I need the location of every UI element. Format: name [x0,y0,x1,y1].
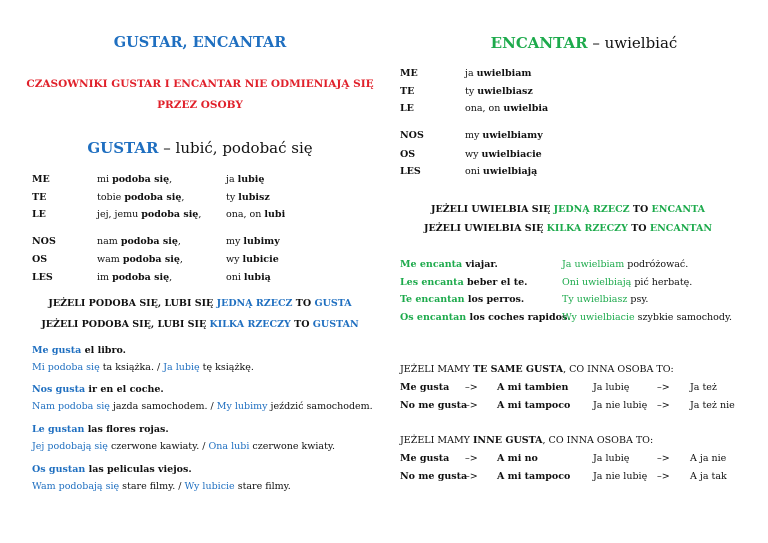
phrase-verb: podoba się [122,254,180,265]
arrow: –> [465,453,478,464]
example-spanish [400,294,524,305]
pronoun-label: ME [400,68,418,79]
phrase-verb: uwielbiają [482,166,538,177]
example-verb: My lubimy [216,401,268,412]
statement-polish: Ja nie lubię [593,471,648,482]
polish-phrase [465,86,533,97]
example-verb: Nos gusta [32,384,86,395]
example-verb: Ja lubię [163,362,200,373]
example-verb: Wy uwielbiacie [562,312,635,323]
polish-phrase [226,174,264,185]
phrase-pre: ty [465,86,478,97]
phrase-pre: my [226,236,244,247]
rule-highlight: KILKA RZECZY [209,319,291,330]
polish-phrase [465,103,548,114]
example-polish [32,481,291,492]
rule-text: TO [292,298,315,309]
example-verb: Jej podobają się [32,441,108,452]
arrow: –> [465,471,478,482]
example-rest: jazda samochodem. / [109,401,217,412]
rule-text: JEŻELI PODOBA SIĘ, LUBI SIĘ [41,319,210,330]
phrase-pre: im [97,272,113,283]
phrase-pre: my [465,130,483,141]
example-polish [562,294,648,305]
response: A mi tampoco [497,471,571,482]
pronoun-label: ME [32,174,50,185]
example-rest: los coches rapidos. [466,312,571,323]
arrow: –> [657,400,670,411]
rule-text: JEŻELI UWIELBIA SIĘ [423,223,547,234]
statement-polish: Ja nie lubię [593,400,648,411]
intro-text: , CO INNA OSOBA TO: [563,364,674,375]
pronoun-label: TE [32,192,47,203]
polish-phrase [465,149,542,160]
example-verb: Os encantan [400,312,467,323]
polish-phrase [226,254,279,265]
rule-highlight: KILKA RZECZY [546,223,628,234]
example-rest: ta książka. / [99,362,164,373]
phrase-verb: podoba się [120,236,178,247]
phrase-pre: oni [226,272,244,283]
polish-phrase [226,192,270,203]
rule-text: TO [627,223,650,234]
example-verb: Ja uwielbiam [562,259,625,270]
example-verb: Nam podoba się [32,401,110,412]
statement-polish: Ja lubię [593,453,630,464]
example-rest: podróżować. [624,259,689,270]
response: A mi no [497,453,538,464]
pronoun-label: LES [400,166,421,177]
pronoun-label: OS [32,254,48,265]
encantar-heading [400,34,768,52]
phrase-pre: mi [97,174,113,185]
example-verb: Te encantan [400,294,465,305]
intro-text: JEŻELI MAMY [400,435,473,446]
phrase-verb: uwielbiasz [477,86,533,97]
example-polish [32,401,373,412]
pronoun-label: LE [32,209,46,220]
arrow: –> [657,382,670,393]
rule-verb: ENCANTAN [649,223,713,234]
example-verb: Ona lubi [208,441,250,452]
polish-phrase [465,68,531,79]
phrase-verb: podoba się [141,209,199,220]
phrase-post: , [181,192,185,203]
example-rest: ir en el coche. [85,384,164,395]
statement: Me gusta [400,382,450,393]
phrase-verb: podoba się [112,174,170,185]
gustar-rule-2 [0,319,400,330]
example-rest: jeździć samochodem. [267,401,373,412]
example-rest: stare filmy. / [119,481,185,492]
phrase-verb: lubią [243,272,271,283]
phrase-pre: wy [226,254,243,265]
phrase-verb: lubicie [242,254,279,265]
example-rest: szybkie samochody. [634,312,733,323]
intro-text: , CO INNA OSOBA TO: [542,435,654,446]
encantar-word: ENCANTAR [490,34,588,52]
red-note [0,74,400,116]
example-rest: beber el te. [463,277,528,288]
example-verb: Le gustan [32,424,85,435]
dative-phrase [97,254,183,265]
phrase-post: , [198,209,202,220]
rule-text: JEŻELI UWIELBIA SIĘ [430,204,554,215]
encantar-rule-1 [400,204,736,215]
phrase-post: , [179,254,183,265]
phrase-verb: uwielbiam [476,68,532,79]
red-note-line2: PRZEZ OSOBY [157,99,243,111]
example-spanish [400,277,527,288]
example-polish [32,362,254,373]
example-verb: Ty uwielbiasz [562,294,628,305]
example-verb: Me encanta [400,259,463,270]
example-polish [562,312,732,323]
example-verb: Wam podobają się [32,481,120,492]
intro-text: JEŻELI MAMY [400,364,473,375]
polish-phrase [465,130,543,141]
response-polish: Ja też nie [690,400,735,411]
pronoun-label: OS [400,149,416,160]
left-title: GUSTAR, ENCANTAR [113,34,287,51]
rule-text: JEŻELI PODOBA SIĘ, LUBI SIĘ [48,298,217,309]
example-rest: las flores rojas. [84,424,169,435]
phrase-pre: jej, jemu [97,209,142,220]
phrase-pre: ja [465,68,477,79]
example-spanish [400,312,571,323]
arrow: –> [657,453,670,464]
phrase-verb: uwielbiamy [482,130,543,141]
polish-phrase [226,209,285,220]
example-spanish [32,424,169,435]
example-rest: el libro. [81,345,126,356]
dative-phrase [97,236,181,247]
example-rest: los perros. [464,294,525,305]
phrase-verb: podoba się [124,192,182,203]
pronoun-label: TE [400,86,415,97]
phrase-verb: podoba się [112,272,170,283]
phrase-pre: nam [97,236,121,247]
phrase-verb: uwielbiacie [481,149,542,160]
phrase-verb: lubisz [238,192,270,203]
gustar-meaning: – lubić, podobać się [158,139,313,157]
example-rest: stare filmy. [234,481,291,492]
arrow: –> [657,471,670,482]
phrase-pre: wam [97,254,123,265]
response: A mi tambien [497,382,569,393]
rule-highlight: JEDNĄ RZECZ [553,204,630,215]
response-polish: A ja tak [690,471,727,482]
arrow: –> [465,382,478,393]
arrow: –> [465,400,478,411]
example-rest: tę książkę. [199,362,254,373]
phrase-pre: ona, on [465,103,504,114]
example-verb: Mi podoba się [32,362,100,373]
example-polish [32,441,335,452]
phrase-pre: wy [465,149,482,160]
intro-emphasis: INNE GUSTA [472,435,543,446]
example-spanish [32,464,192,475]
example-verb: Les encanta [400,277,464,288]
gustar-word: GUSTAR [87,139,159,157]
phrase-pre: tobie [97,192,125,203]
rule-text: TO [629,204,652,215]
polish-phrase [226,272,271,283]
response-polish: Ja też [690,382,717,393]
phrase-pre: oni [465,166,483,177]
example-spanish [400,259,498,270]
rule-verb: GUSTAN [312,319,359,330]
example-verb: Os gustan [32,464,86,475]
dative-phrase [97,209,201,220]
encantar-rule-2 [400,223,736,234]
example-spanish [32,384,164,395]
phrase-verb: lubi [264,209,286,220]
phrase-pre: ona, on [226,209,265,220]
pronoun-label: NOS [32,236,56,247]
pronoun-label: NOS [400,130,424,141]
example-rest: psy. [627,294,649,305]
pronoun-label: LES [32,272,53,283]
rule-verb: ENCANTA [651,204,705,215]
example-rest: pić herbatę. [631,277,693,288]
different-tastes-intro [400,435,653,446]
polish-phrase [465,166,537,177]
gustar-heading [0,139,400,157]
rule-highlight: JEDNĄ RZECZ [216,298,293,309]
phrase-verb: lubię [237,174,265,185]
example-verb: Me gusta [32,345,82,356]
gustar-rule-1 [0,298,400,309]
phrase-post: , [169,272,173,283]
dative-phrase [97,174,172,185]
statement: No me gusta [400,471,468,482]
phrase-verb: uwielbia [503,103,549,114]
phrase-post: , [177,236,181,247]
example-rest: viajar. [462,259,498,270]
phrase-pre: ty [226,192,239,203]
example-rest: czerwone kwiaty. [249,441,336,452]
example-rest: las peliculas viejos. [85,464,192,475]
dative-phrase [97,192,184,203]
example-polish [562,259,688,270]
pronoun-label: LE [400,103,414,114]
example-verb: Oni uwielbiają [562,277,632,288]
statement-polish: Ja lubię [593,382,630,393]
same-tastes-intro [400,364,674,375]
response: A mi tampoco [497,400,571,411]
example-verb: Wy lubicie [184,481,235,492]
statement: No me gusta [400,400,468,411]
dative-phrase [97,272,172,283]
rule-verb: GUSTA [314,298,352,309]
example-rest: czerwone kawiaty. / [107,441,209,452]
example-polish [562,277,692,288]
intro-emphasis: TE SAME GUSTA [472,364,564,375]
phrase-pre: ja [226,174,238,185]
red-note-line1: CZASOWNIKI GUSTAR I ENCANTAR NIE ODMIENIAJĄ SIĘ [26,78,374,90]
rule-text: TO [290,319,313,330]
phrase-post: , [169,174,173,185]
phrase-verb: lubimy [243,236,280,247]
statement: Me gusta [400,453,450,464]
encantar-meaning: – uwielbiać [587,34,678,52]
example-spanish [32,345,126,356]
polish-phrase [226,236,280,247]
response-polish: A ja nie [690,453,727,464]
